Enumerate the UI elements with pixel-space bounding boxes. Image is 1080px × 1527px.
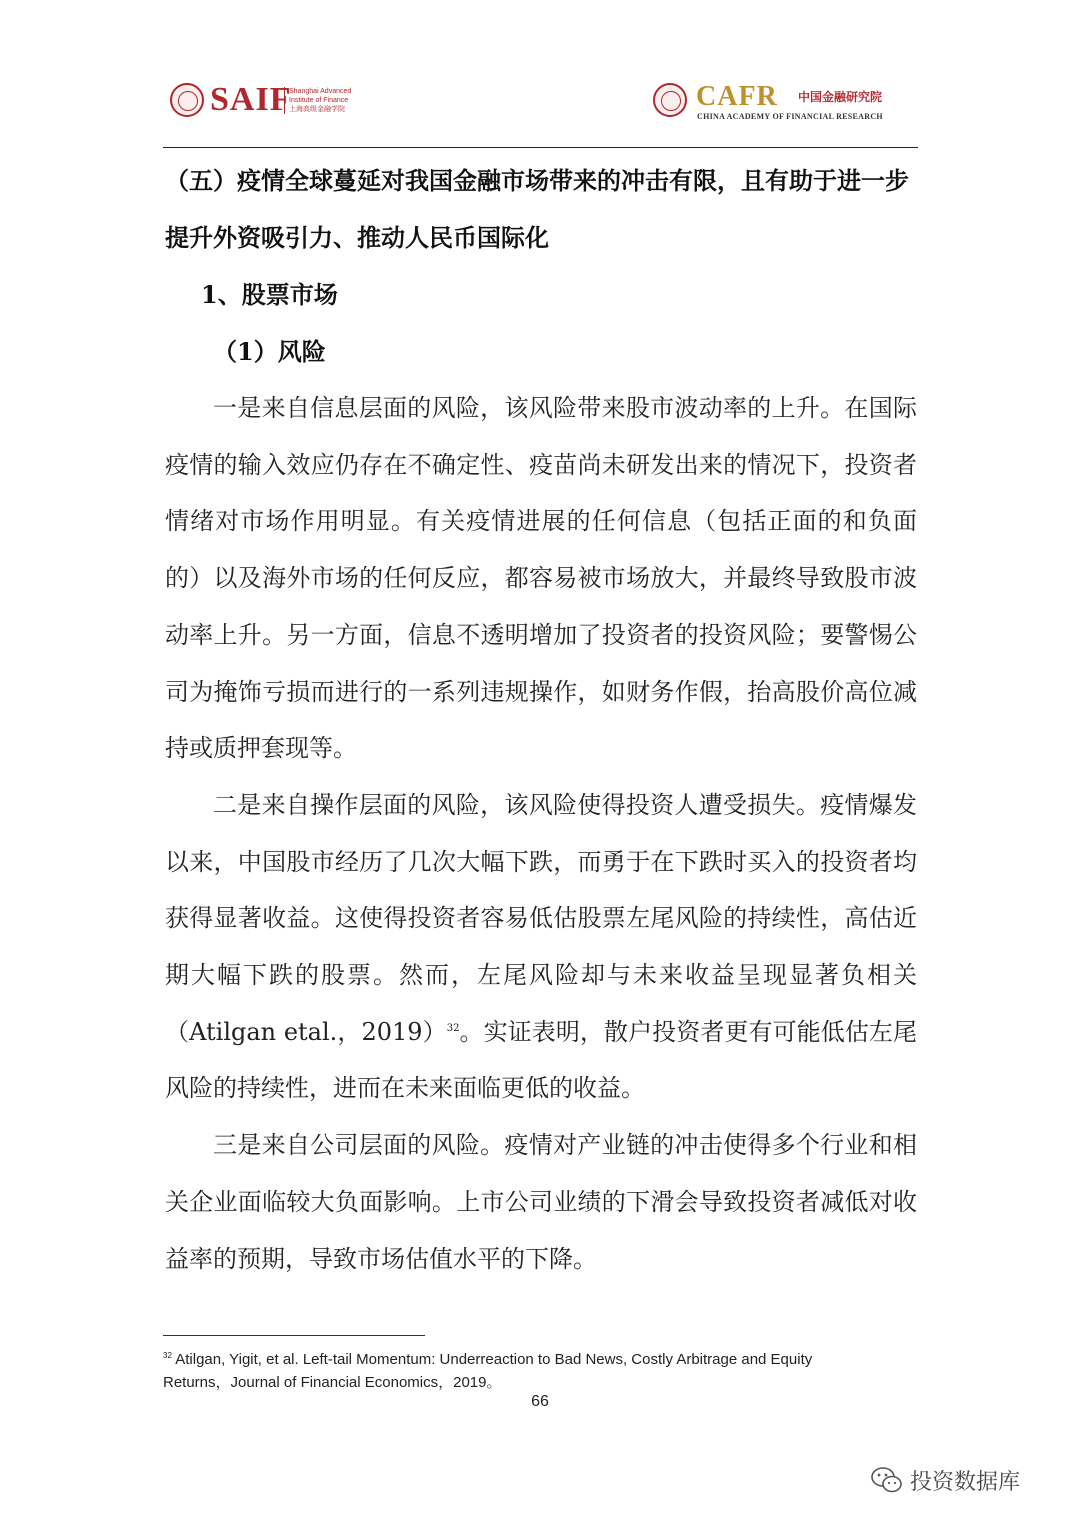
saif-logo-text: SAIF xyxy=(210,81,292,118)
subheading: 1、股票市场 xyxy=(201,280,338,309)
watermark-text: 投资数据库 xyxy=(910,1469,1021,1495)
watermark xyxy=(870,1462,1020,1498)
footnote-divider xyxy=(163,1335,425,1336)
saif-seal-icon xyxy=(170,83,204,117)
footnote xyxy=(163,1348,883,1394)
paragraph-2-text-a: 二是来自操作层面的风险，该风险使得投资人遭受损失。疫情爆发以来，中国股市经历了几次大幅下跌，而勇于在下跌时买入的投资者均获得显著收益。这使得投资者容易低估股票左尾风险的持续性，高估近期大幅下跌的股票。然而，左尾风险却与未来收益呈现显著负相关（Atilgan etal.，2019） xyxy=(165,790,917,1046)
footnote-number: 32 xyxy=(163,1351,172,1360)
footnote-text: Atilgan, Yigit, et al. Left-tail Momentum: Underreaction to Bad News, Costly Arbitrage and Equity Returns，Journal of Financial Economics，2019。 xyxy=(163,1351,813,1391)
header-divider xyxy=(163,147,918,148)
cafr-chinese-name: 中国金融研究院 xyxy=(798,90,883,104)
section-heading: （五）疫情全球蔓延对我国金融市场带来的冲击有限，且有助于进一步提升外资吸引力、推动人民币国际化 xyxy=(165,166,909,252)
paragraph-1: 一是来自信息层面的风险，该风险带来股市波动率的上升。在国际疫情的输入效应仍存在不确定性、疫苗尚未研发出来的情况下，投资者情绪对市场作用明显。有关疫情进展的任何信息（包括正面的和负面的）以及海外市场的任何反应，都容易被市场放大，并最终导致股市波动率上升。另一方面，信息不透明增加了投资者的投资风险；要警惕公司为掩饰亏损而进行的一系列违规操作，如财务作假，抬高股价高位减持或质押套现等。 xyxy=(165,394,917,763)
page-body xyxy=(165,150,917,1287)
paragraph-3: 三是来自公司层面的风险。疫情对产业链的冲击使得多个行业和相关企业面临较大负面影响。上市公司业绩的下滑会导致投资者减低对收益率的预期，导致市场估值水平的下降。 xyxy=(165,1131,917,1273)
page-number: 66 xyxy=(531,1393,549,1410)
footnote-reference: 32 xyxy=(446,1022,460,1034)
paragraph-2 xyxy=(165,777,917,1117)
cafr-english-name: CHINA ACADEMY OF FINANCIAL RESEARCH xyxy=(697,112,883,121)
cafr-seal-icon xyxy=(653,83,687,117)
subsubheading: （1）风险 xyxy=(213,337,326,366)
cafr-logo-text: CAFR xyxy=(696,81,778,112)
wechat-icon xyxy=(870,1465,904,1495)
saif-sub-line2: Institute of Finance xyxy=(289,97,349,104)
saif-sub-line3: 上海高级金融学院 xyxy=(289,106,345,113)
paragraph-2-text-b: 。实证表明，散户投资者更有可能低估左尾风险的持续性，进而在未来面临更低的收益。 xyxy=(165,1017,918,1103)
page-header xyxy=(0,0,1080,150)
saif-sub-line1: Shanghai Advanced xyxy=(289,88,352,95)
saif-logo-subtitle xyxy=(284,87,351,114)
